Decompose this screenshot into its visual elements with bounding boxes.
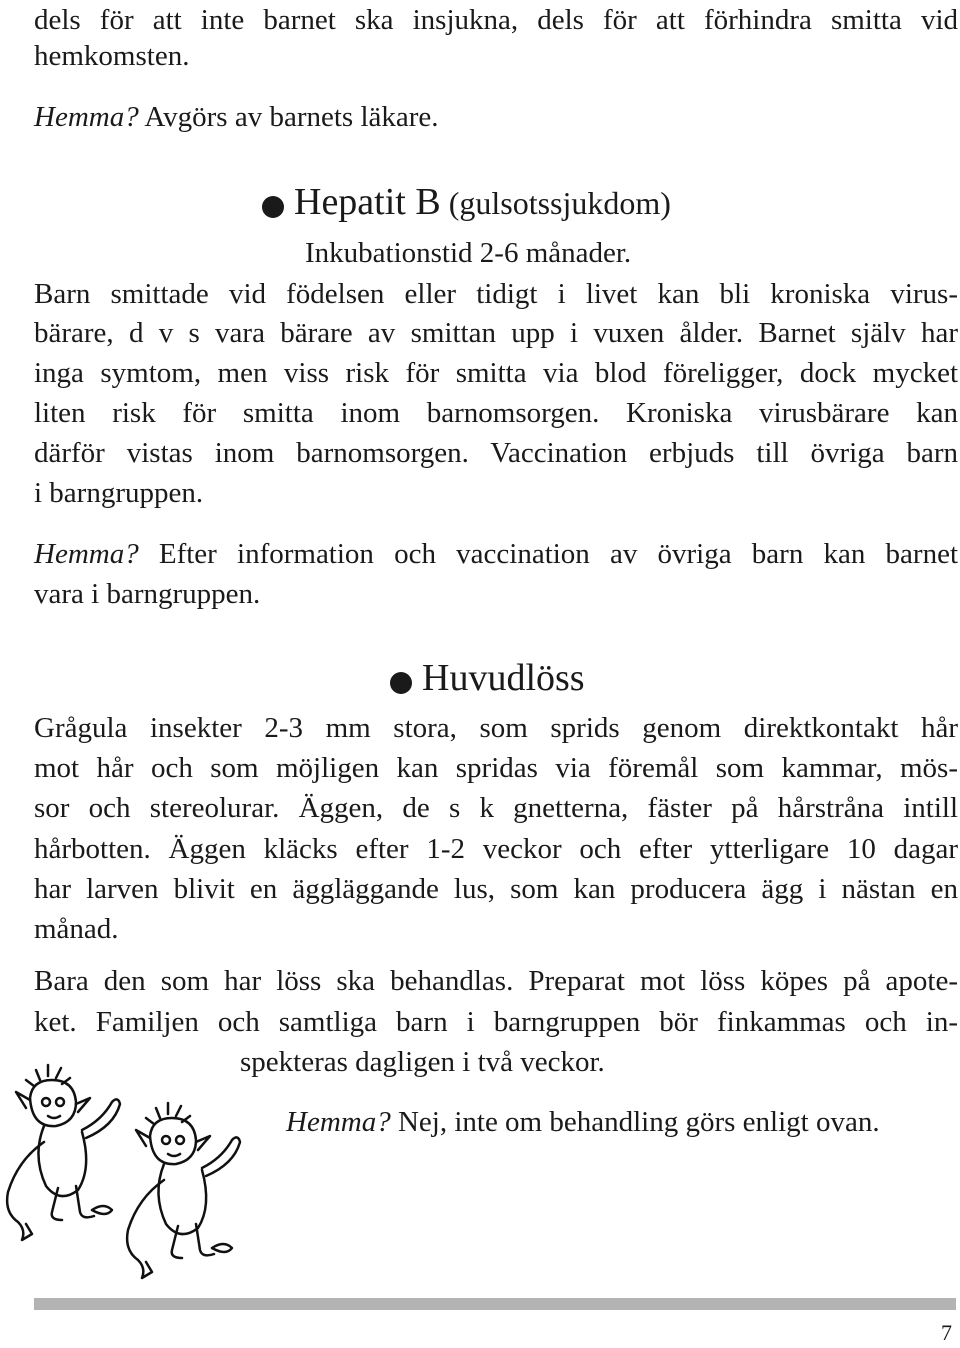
hepatit-home-line-2: vara i barngruppen. <box>34 578 261 610</box>
huvudloss-line: mot hår och som möjligen kan spridas via föremål som kammar, mös- <box>34 752 958 784</box>
cartoon-lice-icon <box>0 1060 250 1290</box>
home-text: Avgörs av barnets läkare. <box>138 101 439 133</box>
huvudloss-line: hårbotten. Äggen kläcks efter 1-2 veckor och efter ytterligare 10 dagar <box>34 833 958 865</box>
hepatit-heading <box>262 180 671 224</box>
intro-line-2: hemkomsten. <box>34 40 190 72</box>
huvudloss-line: Grågula insekter 2-3 mm stora, som sprids genom direktkontakt hår <box>34 712 958 744</box>
huvudloss-line: har larven blivit en äggläggande lus, som kan producera ägg i nästan en <box>34 873 958 905</box>
home-text: Nej, inte om behandling görs enligt ovan. <box>390 1106 880 1138</box>
home-label: Hemma? <box>34 101 139 133</box>
louse-figure-right <box>127 1103 240 1278</box>
hepatit-line: bärare, d v s vara bärare av smittan upp i vuxen ålder. Barnet själv har <box>34 317 958 349</box>
hepatit-line: i barngruppen. <box>34 477 204 509</box>
huvudloss-line: spekteras dagligen i två veckor. <box>240 1046 605 1078</box>
home-text: Efter information och vaccination av övriga barn kan barnet <box>138 538 958 570</box>
page-number: 7 <box>941 1320 952 1345</box>
louse-figure-left <box>7 1065 120 1240</box>
huvudloss-title: Huvudlöss <box>422 657 585 699</box>
hepatit-incubation: Inkubationstid 2-6 månader. <box>305 237 632 269</box>
hepatit-home-line <box>34 534 958 574</box>
huvudloss-line: Bara den som har löss ska behandlas. Preparat mot löss köpes på apote- <box>34 965 958 997</box>
home-label: Hemma? <box>34 538 139 570</box>
intro-home-line <box>34 97 439 137</box>
bullet-icon <box>390 672 412 694</box>
huvudloss-line: månad. <box>34 913 119 945</box>
hepatit-line: Barn smittade vid födelsen eller tidigt i livet kan bli kroniska virus- <box>34 278 958 310</box>
hepatit-line: inga symtom, men viss risk för smitta via blod föreligger, dock mycket <box>34 357 958 389</box>
bullet-icon <box>262 196 284 218</box>
footer-rule <box>34 1298 956 1310</box>
hepatit-line: liten risk för smitta inom barnomsorgen. Kroniska virusbärare kan <box>34 397 958 429</box>
huvudloss-line: sor och stereolurar. Äggen, de s k gnetterna, fäster på hårstråna intill <box>34 792 958 824</box>
hepatit-title: Hepatit B <box>294 181 441 223</box>
huvudloss-heading <box>390 656 585 700</box>
intro-line-1: dels för att inte barnet ska insjukna, dels för att förhindra smitta vid <box>34 4 958 36</box>
hepatit-line: därför vistas inom barnomsorgen. Vaccination erbjuds till övriga barn <box>34 437 958 469</box>
home-label: Hemma? <box>286 1106 391 1138</box>
huvudloss-line: ket. Familjen och samtliga barn i barngruppen bör finkammas och in- <box>34 1006 958 1038</box>
hepatit-subtitle: (gulsotssjukdom) <box>440 185 671 221</box>
huvudloss-home-line <box>286 1102 880 1142</box>
